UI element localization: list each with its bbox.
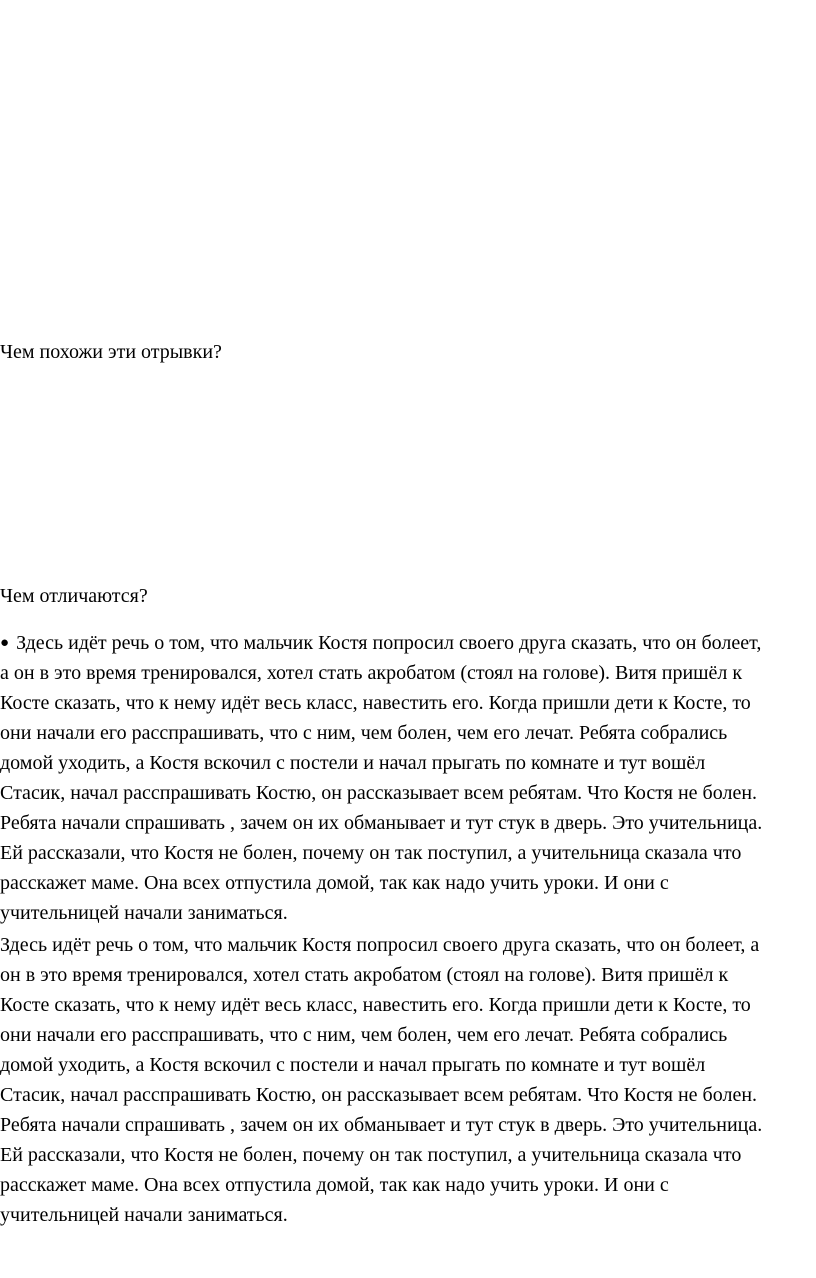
paragraph-line: они начали его расспрашивать, что с ним, чем болен, чем его лечат. Ребята собрались <box>0 722 728 744</box>
paragraph-line: Ребята начали спрашивать , зачем он их обманывает и тут стук в дверь. Это учительница. <box>0 812 763 834</box>
paragraph-line: Ребята начали спрашивать , зачем он их обманывает и тут стук в дверь. Это учительница. <box>0 1114 763 1136</box>
paragraph-line: он в это время тренировался, хотел стать акробатом (стоял на голове). Витя пришёл к <box>0 964 729 986</box>
paragraph-line <box>0 628 816 658</box>
paragraph-line: расскажет маме. Она всех отпустила домой, так как надо учить уроки. И они с <box>0 1174 669 1196</box>
paragraph-line: они начали его расспрашивать, что с ним, чем болен, чем его лечат. Ребята собрались <box>0 1024 728 1046</box>
question-similar: Чем похожи эти отрывки? <box>0 341 222 363</box>
answer-paragraph-2 <box>0 930 816 1230</box>
paragraph-line: расскажет маме. Она всех отпустила домой, так как надо учить уроки. И они с <box>0 872 669 894</box>
paragraph-line: учительницей начали заниматься. <box>0 902 288 924</box>
paragraph-line: Косте сказать, что к нему идёт весь класс, навестить его. Когда пришли дети к Косте, то <box>0 994 751 1016</box>
paragraph-line: Стасик, начал расспрашивать Костю, он рассказывает всем ребятам. Что Костя не болен. <box>0 1084 758 1106</box>
paragraph-line: домой уходить, а Костя вскочил с постели и начал прыгать по комнате и тут вошёл <box>0 752 706 774</box>
answer-paragraph-1 <box>0 628 816 928</box>
paragraph-line: а он в это время тренировался, хотел стать акробатом (стоял на голове). Витя пришёл к <box>0 662 743 684</box>
paragraph-line: Ей рассказали, что Костя не болен, почему он так поступил, а учительница сказала что <box>0 842 742 864</box>
paragraph-line: домой уходить, а Костя вскочил с постели и начал прыгать по комнате и тут вошёл <box>0 1054 706 1076</box>
paragraph-line: Здесь идёт речь о том, что мальчик Костя попросил своего друга сказать, что он болеет, а <box>0 934 760 956</box>
paragraph-line: Ей рассказали, что Костя не болен, почему он так поступил, а учительница сказала что <box>0 1144 742 1166</box>
paragraph-line: Косте сказать, что к нему идёт весь класс, навестить его. Когда пришли дети к Косте, то <box>0 692 751 714</box>
paragraph-line: Стасик, начал расспрашивать Костю, он рассказывает всем ребятам. Что Костя не болен. <box>0 782 758 804</box>
question-different: Чем отличаются? <box>0 585 148 607</box>
bullet-icon: ● <box>0 635 10 651</box>
paragraph-line-text: Здесь идёт речь о том, что мальчик Костя попросил своего друга сказать, что он болеет, <box>11 632 762 654</box>
paragraph-line: учительницей начали заниматься. <box>0 1204 288 1226</box>
